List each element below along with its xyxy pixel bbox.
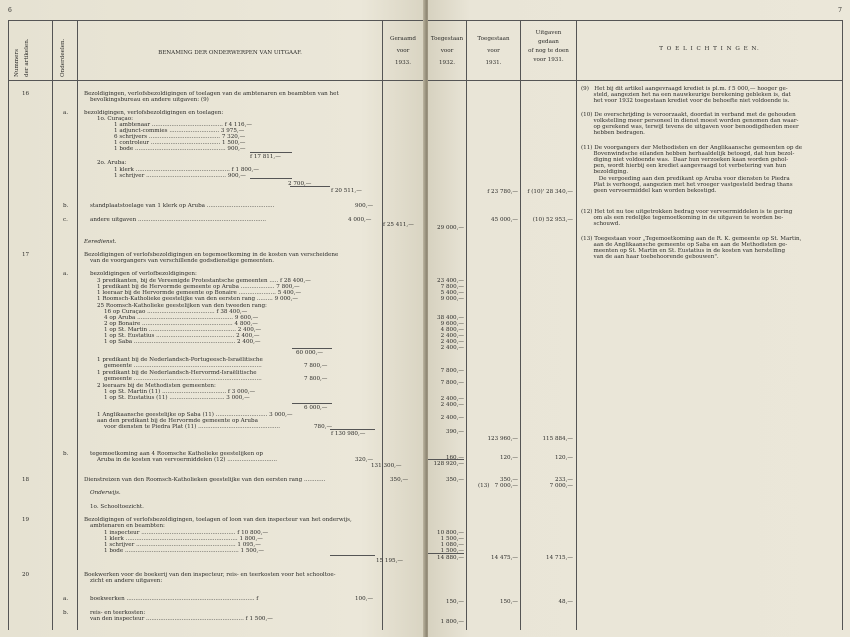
explanatory-note-line: om als een redelijke tegemoetkoming in de uitgaven te worden be- [581, 215, 784, 221]
amount-1932: 23 400,— [437, 278, 464, 284]
budget-line: bezoldigingen of verlofbezoldigingen: [90, 271, 197, 277]
budget-line: 16 [22, 91, 30, 97]
budget-line: b. [63, 451, 69, 457]
budget-line: bezoldigingen, verlofsbezoldigingen en toelagen: [84, 110, 224, 116]
budget-line: gemeente ........................................................................ [104, 363, 262, 369]
page-number-right: 7 [838, 7, 842, 14]
budget-line: f 17 811,— [250, 154, 281, 160]
col-rule [576, 20, 577, 630]
amount-1932: 9 600,— [440, 321, 464, 327]
budget-line: c. [63, 217, 68, 223]
amount-1932: 2 400,— [440, 396, 464, 402]
budget-line: 1 inspecteur ..................................................... f 10 800,— [104, 530, 269, 536]
budget-line: 1o. Schooltoezicht. [90, 504, 144, 510]
budget-line: bevolkingsbureau en andere uitgaven: (9) [90, 97, 209, 103]
header-nummers: Nummers [14, 49, 20, 77]
budget-line: 19 [22, 517, 30, 523]
header-uitgaven: Uitgaven gedaan of nog te doen voor 1931. [528, 30, 569, 63]
explanatory-note-line: De vergoeding aan den predikant op Aruba voor diensten te Piedra [581, 176, 790, 182]
budget-line: 100,— [355, 596, 374, 602]
budget-line: 1 op St. Martin ................................................. 2 400,— [104, 327, 262, 333]
budget-line: 320,— [355, 457, 374, 463]
explanatory-note-line: volkstelling meer personeel in dienst moest worden genomen dan waar- [581, 118, 799, 124]
budget-line: 1 klerk ............................................................... 1 800,— [104, 536, 263, 542]
budget-line: 1 controleur ....................................... 1 500,— [114, 140, 246, 146]
budget-line: 900,— [355, 203, 374, 209]
sum-rule [330, 555, 375, 556]
budget-line: Bezoldigingen of verlofsbezoldigingen en tegemoetkoming in de kosten van verscheidene [84, 252, 339, 258]
budget-line: tegemoetkoming aan 4 Roomsche Katholieke geestelijken op [90, 451, 263, 457]
explanatory-note-line: steld, aangezien het na een nauwkeurige berekening gebleken is, dat [581, 92, 791, 98]
budget-line: 1 schrijver ........................................................ 1 095,— [104, 542, 261, 548]
col-rule [520, 20, 521, 630]
sum-rule [428, 553, 464, 554]
header-top-rule [8, 20, 425, 21]
sum-rule [290, 186, 330, 187]
amount-1932: 2 400,— [440, 345, 464, 351]
explanatory-note-line: (13) Toegestaan voor „Tegemoetkoming aan de R. K. gemeente op St. Martin, [581, 236, 802, 242]
amount-1931: 7 000,— [494, 483, 518, 489]
budget-line: 3 predikanten, bij de Vereenigde Protestantsche gemeenten ..... f 28 400,— [97, 278, 311, 284]
amount-1932: 7 800,— [440, 380, 464, 386]
amount-1931: f 23 780,— [487, 189, 518, 195]
amount-uitgaven-1931: 14 715,— [546, 555, 573, 561]
budget-line: Onderwijs. [90, 490, 121, 496]
budget-line: van den inspecteur ....................................................... f 1 500,— [90, 616, 273, 622]
sum-rule [250, 152, 292, 153]
amount-1932: 2 400,— [440, 339, 464, 345]
amount-1932: 1 080,— [440, 542, 464, 548]
budget-line: a. [63, 110, 69, 116]
amount-1932: 2 400,— [440, 333, 464, 339]
header-toegestaan-1932: Toegestaan voor 1932. [430, 36, 464, 66]
budget-line: f 20 511,— [331, 188, 362, 194]
budget-line: 1 predikant bij de Nederlandsch-Hervormd-Israëlitische [97, 370, 257, 376]
amount-uitgaven-1931: 7 000,— [549, 483, 573, 489]
budget-line: standplaatstoelage van 1 klerk op Aruba ...................................... [90, 203, 275, 209]
header-onderdeelen: Onderdeelen. [60, 38, 66, 77]
amount-1932: 10 800,— [437, 530, 464, 536]
budget-line: 6 schrijvers ........................................ 7 320,— [114, 134, 246, 140]
budget-line: andere uitgaven ........................................................................ [90, 217, 267, 223]
header-bottom-rule [8, 80, 425, 81]
amount-1932: 29 000,— [437, 225, 464, 231]
budget-line: 2o. Aruba: [97, 160, 127, 166]
budget-line: f 25 411,— [383, 222, 414, 228]
budget-line: 25 Roomsch-Katholieke geestelijken van den tweeden rang: [97, 303, 267, 309]
budget-line: reis- en teerkosten: [90, 610, 146, 616]
budget-line: 1o. Curaçao: [97, 116, 133, 122]
budget-line: zicht en andere uitgaven: [90, 578, 163, 584]
budget-line: 1 klerk ..................................................... f 1 800,— [114, 167, 259, 173]
header-benaming: BENAMING DER ONDERWERPEN VAN UITGAAF. [158, 50, 302, 56]
amount-1932: 160,— [445, 455, 464, 461]
budget-line: 1 Anglikaansche geestelijke op Saba (11) ............................. 3 000,— [97, 412, 293, 418]
explanatory-note-line: hebben bedragen. [581, 130, 645, 136]
col-rule [842, 20, 843, 630]
amount-uitgaven-1931: 120,— [554, 455, 573, 461]
budget-line: Dienstreizen van den Roomsch-Katholieken geestelijke van den eersten rang ............ [84, 477, 326, 483]
amount-uitgaven-1931: 115 884,— [542, 436, 573, 442]
amount-1931: 350,— [499, 477, 518, 483]
explanatory-note-line: Bovenwindsche eilanden hebben herhaaldelijk betoogd, dat hun bezol- [581, 151, 795, 157]
sum-rule [428, 459, 464, 460]
budget-line: 4 000,— [348, 217, 372, 223]
budget-line: 1 op St. Eustatius ............................................ 2 400,— [104, 333, 260, 339]
amount-1932: 4 800,— [440, 327, 464, 333]
budget-line: 780,— [314, 424, 333, 430]
explanatory-note-line: op gerekend was, terwijl tevens de uitgaven voor benoodigdheden meer [581, 124, 799, 130]
amount-1931: 14 475,— [491, 555, 518, 561]
budget-line: 1 predikant bij de Nederlandsch-Portugeesch-Israëlitische [97, 357, 263, 363]
amount-1932: 128 920,— [433, 461, 464, 467]
budget-line: 60 000,— [296, 350, 323, 356]
budget-line: 1 ambtenaar ........................................ f 4 116,— [114, 122, 252, 128]
amount-1932: 5 400,— [440, 290, 464, 296]
budget-line: 7 800,— [304, 376, 328, 382]
budget-line: 1 bode ................................................... 900,— [114, 146, 246, 152]
budget-line: 1 schrijver ............................................. 900,— [114, 173, 246, 179]
budget-line: 6 000,— [304, 405, 328, 411]
budget-line: Eeredienst. [84, 239, 117, 245]
amount-uitgaven-1931: (10) 52 953,— [532, 217, 573, 223]
col-rule [8, 20, 9, 630]
amount-1932: 1 500,— [440, 536, 464, 542]
col-rule [466, 20, 467, 630]
right-page [428, 0, 850, 637]
amount-1931: 120,— [499, 455, 518, 461]
header-bottom-rule [428, 80, 842, 81]
amount-1932: 14 880,— [437, 555, 464, 561]
budget-line: van de voorgangers van verschillende godsdienstige gemeenten. [90, 258, 275, 264]
budget-line: aan den predikant bij de Hervormde gemeente op Aruba [97, 418, 258, 424]
amount-1932: 7 800,— [440, 284, 464, 290]
header-der-artikelen: der artikelen. [24, 38, 30, 77]
header-toelichtingen: T O E L I C H T I N G E N. [659, 46, 760, 52]
amount-1932: 7 800,— [440, 368, 464, 374]
amount-uitgaven-1931: 48,— [558, 599, 573, 605]
budget-line: gemeente ........................................................................ [104, 376, 262, 382]
amount-1932: 1 800,— [440, 619, 464, 625]
amount-1932: 38 400,— [437, 315, 464, 321]
sum-rule [292, 348, 332, 349]
budget-line: Boekwerken voor de boekerij van den inspecteur, reis- en teerkosten voor het schooltoe- [84, 572, 336, 578]
budget-line: 17 [22, 252, 30, 258]
explanatory-note-line: aan de Anglikaansche gemeente op Saba en aan de Methodisten ge- [581, 242, 788, 248]
budget-line: a. [63, 596, 69, 602]
amount-uitgaven-1931: 233,— [554, 477, 573, 483]
budget-line: 16 op Curaçao ...................................... f 38 400,— [104, 309, 248, 315]
budget-line: Bezoldigingen, verlofsbezoldigingen of toelagen van de ambtenaren en beambten van het [84, 91, 339, 97]
amount-1932: 2 400,— [440, 415, 464, 421]
budget-line: 7 800,— [304, 363, 328, 369]
sum-rule [292, 403, 332, 404]
explanatory-note-line: bezoldiging. [581, 169, 629, 175]
budget-line: 20 [22, 572, 30, 578]
explanatory-note-line: het voor 1932 toegestaan krediet voor de behoefte niet voldoende is. [581, 98, 790, 104]
budget-line: 2 leeraars bij de Methodisten gemeenten: [97, 383, 216, 389]
explanatory-note-line: meenten op St. Martin en St. Eustatius in de kosten van herstelling [581, 248, 786, 254]
explanatory-note-line: pen, wordt hierbij een krediet aangevraagd tot verbetering van hun [581, 163, 787, 169]
budget-line: 4 op Aruba ...................................................... 9 600,— [104, 315, 259, 321]
budget-line: 1 bode ................................................................ 1 500,— [104, 548, 264, 554]
amount-1931: 45 000,— [491, 217, 518, 223]
header-toegestaan-1931: Toegestaan voor 1931. [477, 36, 510, 66]
sum-rule [330, 429, 375, 430]
amount-1931: 123 960,— [487, 436, 518, 442]
amount-1932: 150,— [445, 599, 464, 605]
budget-line: 1 op St. Martin (11) .................................... f 3 000,— [104, 389, 256, 395]
explanatory-note-line: (10) De overschrijding is veroorzaakt, doordat in verband met de gehouden [581, 112, 796, 118]
budget-line: 1 leeraar bij de Hervormde gemeente op Bonaire ..................... 5 400,— [97, 290, 302, 296]
budget-line: 1 op Saba ......................................................... 2 400,— [104, 339, 261, 345]
header-geraamd: Geraamd voor 1933. [389, 36, 416, 66]
budget-line: voor diensten te Piedra Plat (11) .............................................. [104, 424, 280, 430]
budget-line: 1 predikant bij de Hervormde gemeente op Aruba ................... 7 800,— [97, 284, 300, 290]
explanatory-note-line: diging niet voldoende was. Daar hun verzoeken kaan worden gehol- [581, 157, 789, 163]
amount-1932: 9 000,— [440, 296, 464, 302]
col-rule [382, 20, 383, 630]
budget-line: 15 195,— [376, 558, 403, 564]
budget-line: f 130 980,— [331, 431, 366, 437]
amount-1932: 390,— [445, 429, 464, 435]
budget-line: 1 op St. Eustatius (11) ............................... 3 000,— [104, 395, 250, 401]
amount-1931: 150,— [499, 599, 518, 605]
budget-line: 18 [22, 477, 30, 483]
budget-line: 131 300,— [371, 463, 402, 469]
budget-line: a. [63, 271, 69, 277]
budget-line: ambtenaren en beambten: [90, 523, 165, 529]
header-top-rule [428, 20, 842, 21]
col-rule [77, 20, 78, 630]
amount-1932: 2 400,— [440, 402, 464, 408]
col-rule [52, 20, 53, 630]
budget-line: boekwerken ........................................................................ f [90, 596, 259, 602]
budget-line: 2 op Bonaire ................................................... 4 800,— [104, 321, 258, 327]
budget-line: 1 Roomsch-Katholieke geestelijke van den eersten rang ......... 9 000,— [97, 296, 298, 302]
amount-1932: 350,— [445, 477, 464, 483]
amount-1932: 1 500,— [440, 548, 464, 554]
budget-line: Bezoldigingen of verlofsbezoldigingen, toelagen of loon van den inspecteur van het onderwijs, [84, 517, 352, 523]
note-marker-13: (13) [478, 483, 490, 489]
budget-line: Aruba in de kosten van vervoermiddelen (12) ............................ [97, 457, 278, 463]
sum-rule [250, 178, 292, 179]
budget-line: b. [63, 610, 69, 616]
explanatory-note-line: van de aan haar toebehoorende gebouwen". [581, 254, 719, 260]
budget-line: 350,— [390, 477, 409, 483]
explanatory-note-line: schouwd. [581, 221, 621, 227]
budget-line: 1 adjunct-commies ............................ 3 975,— [114, 128, 245, 134]
explanatory-note-line: Plat is verhoogd, aangezien met het vroeger vastgesteld bedrag thans [581, 182, 793, 188]
amount-uitgaven-1931: f (10)' 28 340,— [527, 189, 573, 195]
explanatory-note-line: (12) Het tot nu toe uitgetrokken bedrag voor vervoermiddelen is te gering [581, 209, 793, 215]
explanatory-note-line: geen vervoermiddel kan worden bekostigd. [581, 188, 717, 194]
budget-line: 2 700,— [288, 181, 312, 187]
budget-line: b. [63, 203, 69, 209]
page-number-left: 6 [8, 7, 12, 14]
explanatory-note-line: (11) De voorgangers der Methodisten en der Anglikaansche gemeenten op de [581, 145, 803, 151]
explanatory-note-line: (9) Het bij dit artikel aangevraagd krediet is pl.m. f 5 000,— hooger ge- [581, 86, 788, 92]
